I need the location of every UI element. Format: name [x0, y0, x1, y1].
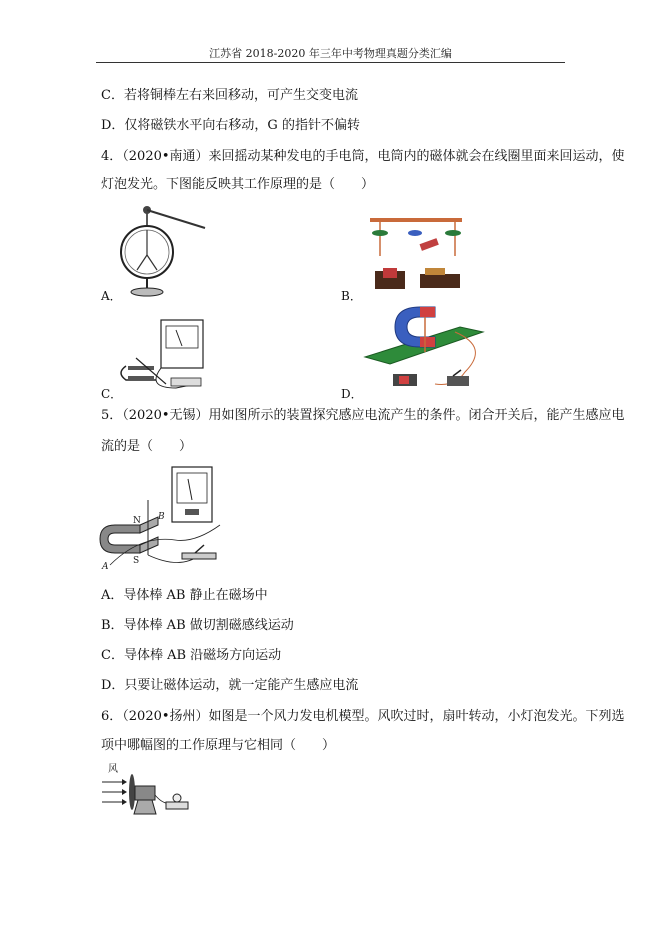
- q5-label-a: A: [102, 562, 109, 572]
- q5-option-a: A．导体棒 AB 静止在磁场中: [101, 588, 268, 603]
- q4-stem-line2: 灯泡发光。下图能反映其工作原理的是（ ）: [101, 177, 375, 192]
- q6-stem-line2: 项中哪幅图的工作原理与它相同（ ）: [101, 738, 336, 753]
- q5-label-n: N: [133, 516, 141, 526]
- q4-label-d: D．: [341, 387, 363, 401]
- q6-wind-label: 风: [108, 764, 118, 775]
- header-rule: [96, 62, 565, 63]
- q5-stem-line2: 流的是（ ）: [101, 439, 193, 454]
- q4-label-b: B．: [341, 289, 362, 303]
- page-header-title: 江苏省 2018-2020 年三年中考物理真题分类汇编: [209, 47, 452, 60]
- q4-stem-line1: 4．（2020•南通）来回摇动某种发电的手电筒，电筒内的磁体就会在线圈里面来回运动，使: [101, 149, 625, 164]
- q4-figure-a: [117, 200, 212, 300]
- q6-stem-line1: 6．（2020•扬州）如图是一个风力发电机模型。风吹过时，扇叶转动，小灯泡发光。下列选: [101, 709, 625, 724]
- q5-label-b: B: [158, 512, 165, 522]
- q4-figure-c: [116, 318, 216, 393]
- q5-label-s: S: [133, 556, 140, 566]
- q5-option-b: B．导体棒 AB 做切割磁感线运动: [101, 618, 294, 633]
- q4-label-a: A．: [101, 289, 122, 303]
- q3-option-c: C．若将铜棒左右来回移动，可产生交变电流: [101, 88, 358, 103]
- q5-figure: [100, 465, 235, 575]
- q5-option-c: C．导体棒 AB 沿磁场方向运动: [101, 648, 282, 663]
- q4-figure-d: [365, 302, 485, 397]
- q5-option-d: D．只要让磁体运动，就一定能产生感应电流: [101, 678, 359, 693]
- q4-figure-b: [365, 216, 465, 294]
- q3-option-d: D．仅将磁铁水平向右移动，G 的指针不偏转: [101, 118, 360, 133]
- q4-label-c: C．: [101, 387, 123, 401]
- q5-stem-line1: 5．（2020•无锡）用如图所示的装置探究感应电流产生的条件。闭合开关后，能产生感应电: [101, 408, 625, 423]
- q6-figure: [100, 762, 195, 817]
